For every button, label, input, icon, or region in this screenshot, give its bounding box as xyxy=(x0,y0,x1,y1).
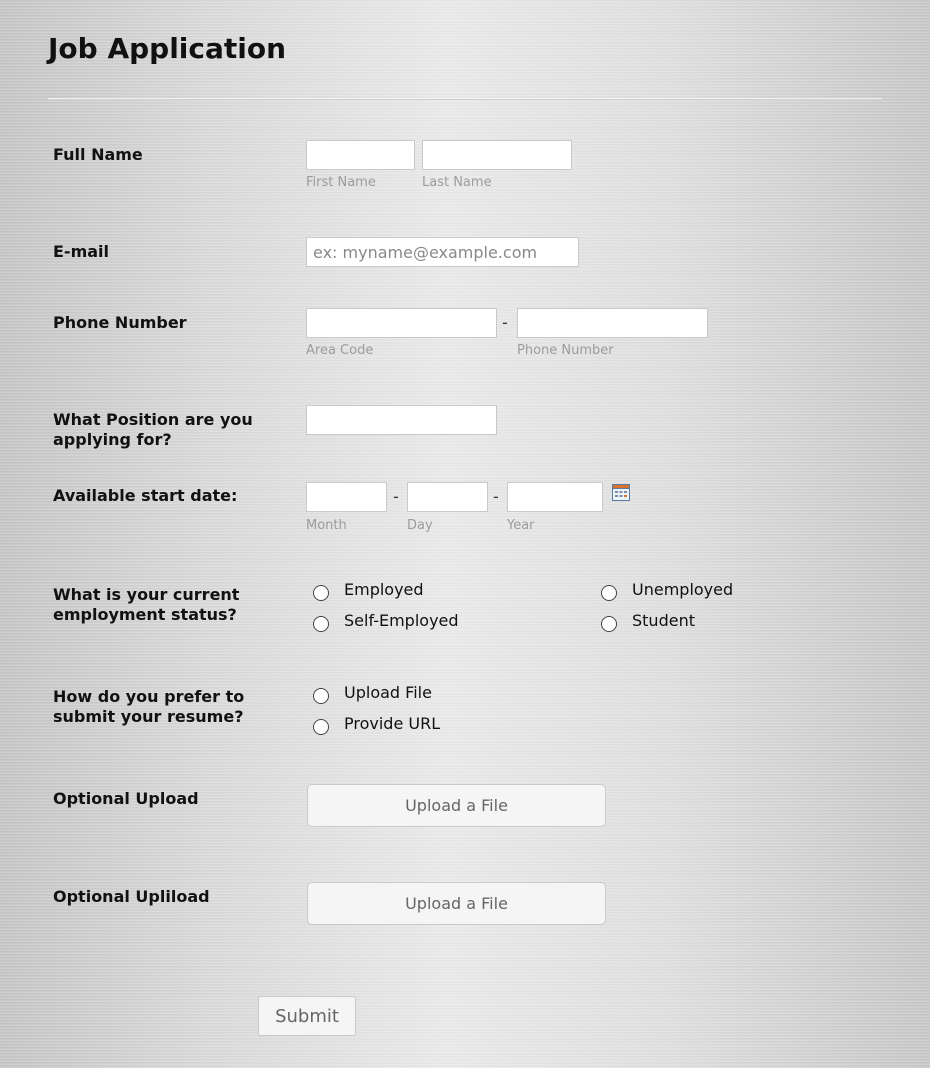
year-sublabel: Year xyxy=(507,518,535,533)
position-label: What Position are you applying for? xyxy=(53,410,253,449)
radio-unemployed-label[interactable]: Unemployed xyxy=(632,580,734,599)
radio-self-employed-label[interactable]: Self-Employed xyxy=(344,611,459,630)
position-input[interactable] xyxy=(306,405,497,435)
day-input[interactable] xyxy=(407,482,488,512)
area-code-input[interactable] xyxy=(306,308,497,338)
employment-label: What is your current employment status? xyxy=(53,585,240,624)
phone-number-sublabel: Phone Number xyxy=(517,343,614,358)
date-separator: - xyxy=(493,487,499,506)
year-input[interactable] xyxy=(507,482,603,512)
start-date-label: Available start date: xyxy=(53,486,238,505)
radio-upload-file[interactable] xyxy=(313,688,329,704)
day-sublabel: Day xyxy=(407,518,433,533)
radio-student[interactable] xyxy=(601,616,617,632)
month-input[interactable] xyxy=(306,482,387,512)
radio-employed[interactable] xyxy=(313,585,329,601)
phone-label: Phone Number xyxy=(53,313,187,332)
area-code-sublabel: Area Code xyxy=(306,343,374,358)
radio-unemployed[interactable] xyxy=(601,585,617,601)
upload-file-button[interactable]: Upload a File xyxy=(307,784,606,827)
phone-number-input[interactable] xyxy=(517,308,708,338)
radio-provide-url[interactable] xyxy=(313,719,329,735)
date-separator: - xyxy=(393,487,399,506)
radio-employed-label[interactable]: Employed xyxy=(344,580,424,599)
last-name-input[interactable] xyxy=(422,140,572,170)
full-name-label: Full Name xyxy=(53,145,143,164)
header-divider xyxy=(48,98,882,100)
resume-label: How do you prefer to submit your resume? xyxy=(53,687,245,726)
radio-provide-url-label[interactable]: Provide URL xyxy=(344,714,441,733)
upload2-label: Optional Upliload xyxy=(53,887,210,906)
last-name-sublabel: Last Name xyxy=(422,175,492,190)
phone-separator: - xyxy=(502,313,508,332)
page-title: Job Application xyxy=(48,32,287,65)
upload-file-button[interactable]: Upload a File xyxy=(307,882,606,925)
email-input[interactable] xyxy=(306,237,579,267)
radio-upload-file-label[interactable]: Upload File xyxy=(344,683,432,702)
radio-self-employed[interactable] xyxy=(313,616,329,632)
radio-student-label[interactable]: Student xyxy=(632,611,695,630)
first-name-sublabel: First Name xyxy=(306,175,376,190)
upload1-label: Optional Upload xyxy=(53,789,199,808)
calendar-icon[interactable] xyxy=(612,484,630,501)
first-name-input[interactable] xyxy=(306,140,415,170)
email-label: E-mail xyxy=(53,242,110,261)
month-sublabel: Month xyxy=(306,518,347,533)
submit-button[interactable]: Submit xyxy=(258,996,356,1036)
